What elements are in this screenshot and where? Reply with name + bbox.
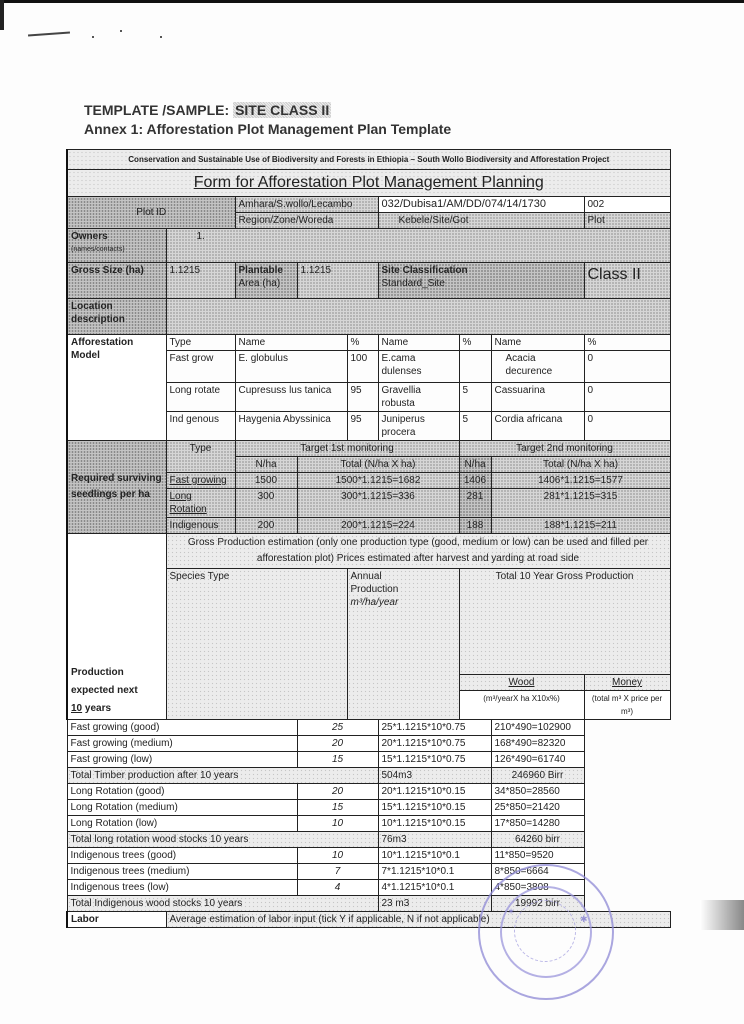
target1-nha-header: N/ha [235, 457, 297, 473]
gross-size-row [67, 263, 670, 299]
region-label: Region/Zone/Woreda [235, 213, 378, 229]
scan-edge-left [0, 0, 4, 30]
money-value[interactable]: 11*850=9520 [491, 848, 584, 864]
model-header-type: Type [166, 335, 235, 351]
model-header-name-3: Name [491, 335, 584, 351]
wood-value[interactable]: 20*1.1215*10*0.75 [378, 736, 491, 752]
model-name-2[interactable]: E.cama dulenses [378, 351, 459, 383]
model-header-pct-1: % [347, 335, 378, 351]
wood-value[interactable]: 7*1.1215*10*0.1 [378, 864, 491, 880]
model-type[interactable]: Ind genous [166, 412, 235, 441]
target1-total[interactable]: 200*1.1215=224 [297, 518, 459, 534]
model-pct-2[interactable]: 5 [459, 412, 491, 441]
wood-value[interactable]: 20*1.1215*10*0.15 [378, 784, 491, 800]
model-pct-1[interactable]: 95 [347, 412, 378, 441]
total-label: Total Timber production after 10 years [67, 768, 378, 784]
management-plan-form [66, 149, 671, 928]
production-total-row [67, 768, 670, 784]
total-money[interactable]: 246960 Birr [491, 768, 584, 784]
speck [160, 36, 162, 38]
money-value[interactable]: 17*850=14280 [491, 816, 584, 832]
production-row [67, 736, 670, 752]
stamp-emblem [514, 900, 576, 962]
target2-nha[interactable]: 188 [459, 518, 491, 534]
stamp-star: ✱ [580, 914, 588, 924]
total-money[interactable]: 64260 birr [491, 832, 584, 848]
model-name-3[interactable]: Cassuarina [491, 383, 584, 412]
target1-total[interactable]: 300*1.1215=336 [297, 489, 459, 518]
target2-total[interactable]: 281*1.1215=315 [491, 489, 670, 518]
species-type: Indigenous trees (low) [67, 880, 297, 896]
annual-production[interactable]: 10 [297, 848, 378, 864]
annex-heading: Annex 1: Afforestation Plot Management Plan Template [84, 121, 452, 137]
annual-production[interactable]: 10 [297, 816, 378, 832]
model-pct-1[interactable]: 100 [347, 351, 378, 383]
total-wood[interactable]: 23 m3 [378, 896, 491, 912]
scan-edge [0, 0, 744, 3]
wood-value[interactable]: 25*1.1215*10*0.75 [378, 720, 491, 736]
target2-total[interactable]: 1406*1.1215=1577 [491, 473, 670, 489]
money-value[interactable]: 25*850=21420 [491, 800, 584, 816]
pen-mark [28, 32, 70, 37]
model-name-3[interactable]: Cordia africana [491, 412, 584, 441]
model-pct-1[interactable]: 95 [347, 383, 378, 412]
model-name-2[interactable]: Juniperus procera [378, 412, 459, 441]
target1-total-header: Total (N/ha X ha) [297, 457, 459, 473]
location-row [67, 299, 670, 335]
model-name-2[interactable]: Gravellia robusta [378, 383, 459, 412]
location-label: Location [71, 301, 113, 312]
plantable-sublabel: Area (ha) [238, 278, 281, 289]
model-pct-2[interactable]: 5 [459, 383, 491, 412]
site-classification-sublabel: Standard_Site [381, 278, 445, 289]
model-pct-2[interactable] [459, 351, 491, 383]
target1-nha[interactable]: 1500 [235, 473, 297, 489]
model-pct-3[interactable]: 0 [584, 383, 670, 412]
production-row [67, 848, 670, 864]
official-seal-stamp-icon [478, 864, 614, 1000]
production-row [67, 752, 670, 768]
species-type-header: Species Type [166, 569, 347, 720]
annual-header: Annual [350, 571, 382, 582]
production-note-row [67, 534, 670, 569]
annual-production[interactable]: 15 [297, 752, 378, 768]
speck [120, 30, 122, 32]
annual-header-2: Production [350, 584, 399, 595]
species-type: Indigenous trees (good) [67, 848, 297, 864]
target1-nha[interactable]: 300 [235, 489, 297, 518]
money-value[interactable]: 4*850=3808 [491, 880, 584, 896]
wood-value[interactable]: 10*1.1215*10*0.15 [378, 816, 491, 832]
production-row [67, 720, 670, 736]
money-value[interactable]: 210*490=102900 [491, 720, 584, 736]
production-label-2: expected next [71, 685, 138, 696]
seedlings-type: Fast growing [166, 473, 235, 489]
location-value[interactable] [166, 299, 670, 335]
production-years-number: 10 [71, 703, 83, 714]
plot-id-label: Plot ID [67, 197, 235, 229]
model-header-row [67, 335, 670, 351]
kebele-label: Kebele/Site/Got [378, 213, 584, 229]
total-label: Total Indigenous wood stocks 10 years [67, 896, 378, 912]
species-type: Long Rotation (medium) [67, 800, 297, 816]
model-name-3[interactable]: Acacia decurence [491, 351, 584, 383]
total-money[interactable]: 19992 birr [491, 896, 584, 912]
model-type[interactable]: Long rotate [166, 383, 235, 412]
location-label-2: description [71, 314, 125, 325]
model-pct-3[interactable]: 0 [584, 412, 670, 441]
model-label: Afforestation [71, 337, 134, 348]
money-value[interactable]: 34*850=28560 [491, 784, 584, 800]
annual-production[interactable]: 15 [297, 800, 378, 816]
total-wood[interactable]: 504m3 [378, 768, 491, 784]
target2-nha-header: N/ha [459, 457, 491, 473]
seedlings-type: Indigenous [166, 518, 235, 534]
model-header-name-1: Name [235, 335, 347, 351]
plot-value[interactable]: 002 [584, 197, 670, 213]
owners-value[interactable]: 1. [166, 229, 670, 263]
template-heading [84, 102, 331, 118]
seedlings-type-header: Type [166, 441, 235, 473]
production-years-text: years [82, 703, 112, 714]
project-banner: Conservation and Sustainable Use of Biodiversity and Forests in Ethiopia – South Wollo Biodiversity and Afforestation Project [67, 150, 670, 170]
model-label-2: Model [71, 350, 100, 361]
money-value[interactable]: 126*490=61740 [491, 752, 584, 768]
seedlings-label: Required surviving seedlings per ha [67, 441, 166, 534]
money-unit: (total m³ X price per m³) [584, 691, 670, 720]
wood-unit: (m³/yearX ha X10x%) [459, 691, 584, 720]
stamp-text: ✶ [505, 905, 518, 918]
annual-header-unit: m³/ha/year [350, 597, 399, 608]
production-row [67, 784, 670, 800]
species-type: Fast growing (low) [67, 752, 297, 768]
labor-note: Average estimation of labor input (tick Y if applicable, N if not applicable) [166, 912, 670, 928]
annual-production[interactable]: 25 [297, 720, 378, 736]
total-label: Total long rotation wood stocks 10 years [67, 832, 378, 848]
region-value[interactable]: Amhara/S.wollo/Lecambo [235, 197, 378, 213]
scan-shadow [700, 900, 744, 930]
site-class-highlight: SITE CLASS II [235, 102, 330, 118]
target2-nha[interactable]: 1406 [459, 473, 491, 489]
production-note: Gross Production estimation (only one production type (good, medium or low) can be used and filled per afforestation plot) Prices estimated after harvest and yarding at road side [166, 534, 670, 569]
target1-header: Target 1st monitoring [235, 441, 459, 457]
model-header-name-2: Name [378, 335, 459, 351]
species-type: Fast growing (medium) [67, 736, 297, 752]
labor-label: Labor [67, 912, 166, 928]
money-value[interactable]: 8*850=6664 [491, 864, 584, 880]
target2-header: Target 2nd monitoring [459, 441, 670, 457]
owners-sublabel: (names/contacts) [71, 246, 125, 253]
money-header: Money [584, 675, 670, 691]
species-type: Long Rotation (low) [67, 816, 297, 832]
target2-total-header: Total (N/ha X ha) [491, 457, 670, 473]
wood-value[interactable]: 10*1.1215*10*0.1 [378, 848, 491, 864]
model-name-1[interactable]: Cupresuss lus tanica [235, 383, 347, 412]
annual-production[interactable]: 7 [297, 864, 378, 880]
production-row [67, 816, 670, 832]
seedlings-type: Long Rotation [166, 489, 235, 518]
site-classification-label: Site Classification [381, 265, 468, 276]
total-production-header: Total 10 Year Gross Production [459, 569, 670, 675]
species-type: Long Rotation (good) [67, 784, 297, 800]
plantable-value[interactable]: 1.1215 [297, 263, 378, 299]
site-class-value[interactable]: Class II [584, 263, 670, 299]
species-type: Fast growing (good) [67, 720, 297, 736]
annual-production[interactable]: 20 [297, 736, 378, 752]
total-wood[interactable]: 76m3 [378, 832, 491, 848]
production-row [67, 800, 670, 816]
project-banner-row [67, 150, 670, 170]
gross-size-label: Gross Size (ha) [67, 263, 166, 299]
target2-nha[interactable]: 281 [459, 489, 491, 518]
production-total-row [67, 832, 670, 848]
owners-label: Owners [71, 231, 108, 242]
template-heading-prefix: TEMPLATE /SAMPLE: [84, 102, 230, 118]
kebele-value[interactable]: 032/Dubisa1/AM/DD/074/14/1730 [378, 197, 584, 213]
owners-row [67, 229, 670, 263]
seedlings-header-row [67, 441, 670, 457]
plot-id-row [67, 197, 670, 213]
annual-production[interactable]: 20 [297, 784, 378, 800]
target1-nha[interactable]: 200 [235, 518, 297, 534]
wood-value[interactable]: 15*1.1215*10*0.15 [378, 800, 491, 816]
target2-total[interactable]: 188*1.1215=211 [491, 518, 670, 534]
form-title: Form for Afforestation Plot Management Planning [193, 174, 544, 191]
model-header-pct-3: % [584, 335, 670, 351]
model-name-1[interactable]: Haygenia Abyssinica [235, 412, 347, 441]
model-name-1[interactable]: E. globulus [235, 351, 347, 383]
model-pct-3[interactable]: 0 [584, 351, 670, 383]
model-type[interactable]: Fast grow [166, 351, 235, 383]
speck [92, 36, 94, 38]
target1-total[interactable]: 1500*1.1215=1682 [297, 473, 459, 489]
wood-value[interactable]: 4*1.1215*10*0.1 [378, 880, 491, 896]
production-label: Production [71, 667, 124, 678]
form-title-row [67, 170, 670, 197]
plantable-label: Plantable [238, 265, 283, 276]
plot-label: Plot [584, 213, 670, 229]
species-type: Indigenous trees (medium) [67, 864, 297, 880]
model-header-pct-2: % [459, 335, 491, 351]
money-value[interactable]: 168*490=82320 [491, 736, 584, 752]
wood-value[interactable]: 15*1.1215*10*0.75 [378, 752, 491, 768]
wood-header: Wood [459, 675, 584, 691]
annual-production[interactable]: 4 [297, 880, 378, 896]
gross-size-value[interactable]: 1.1215 [166, 263, 235, 299]
